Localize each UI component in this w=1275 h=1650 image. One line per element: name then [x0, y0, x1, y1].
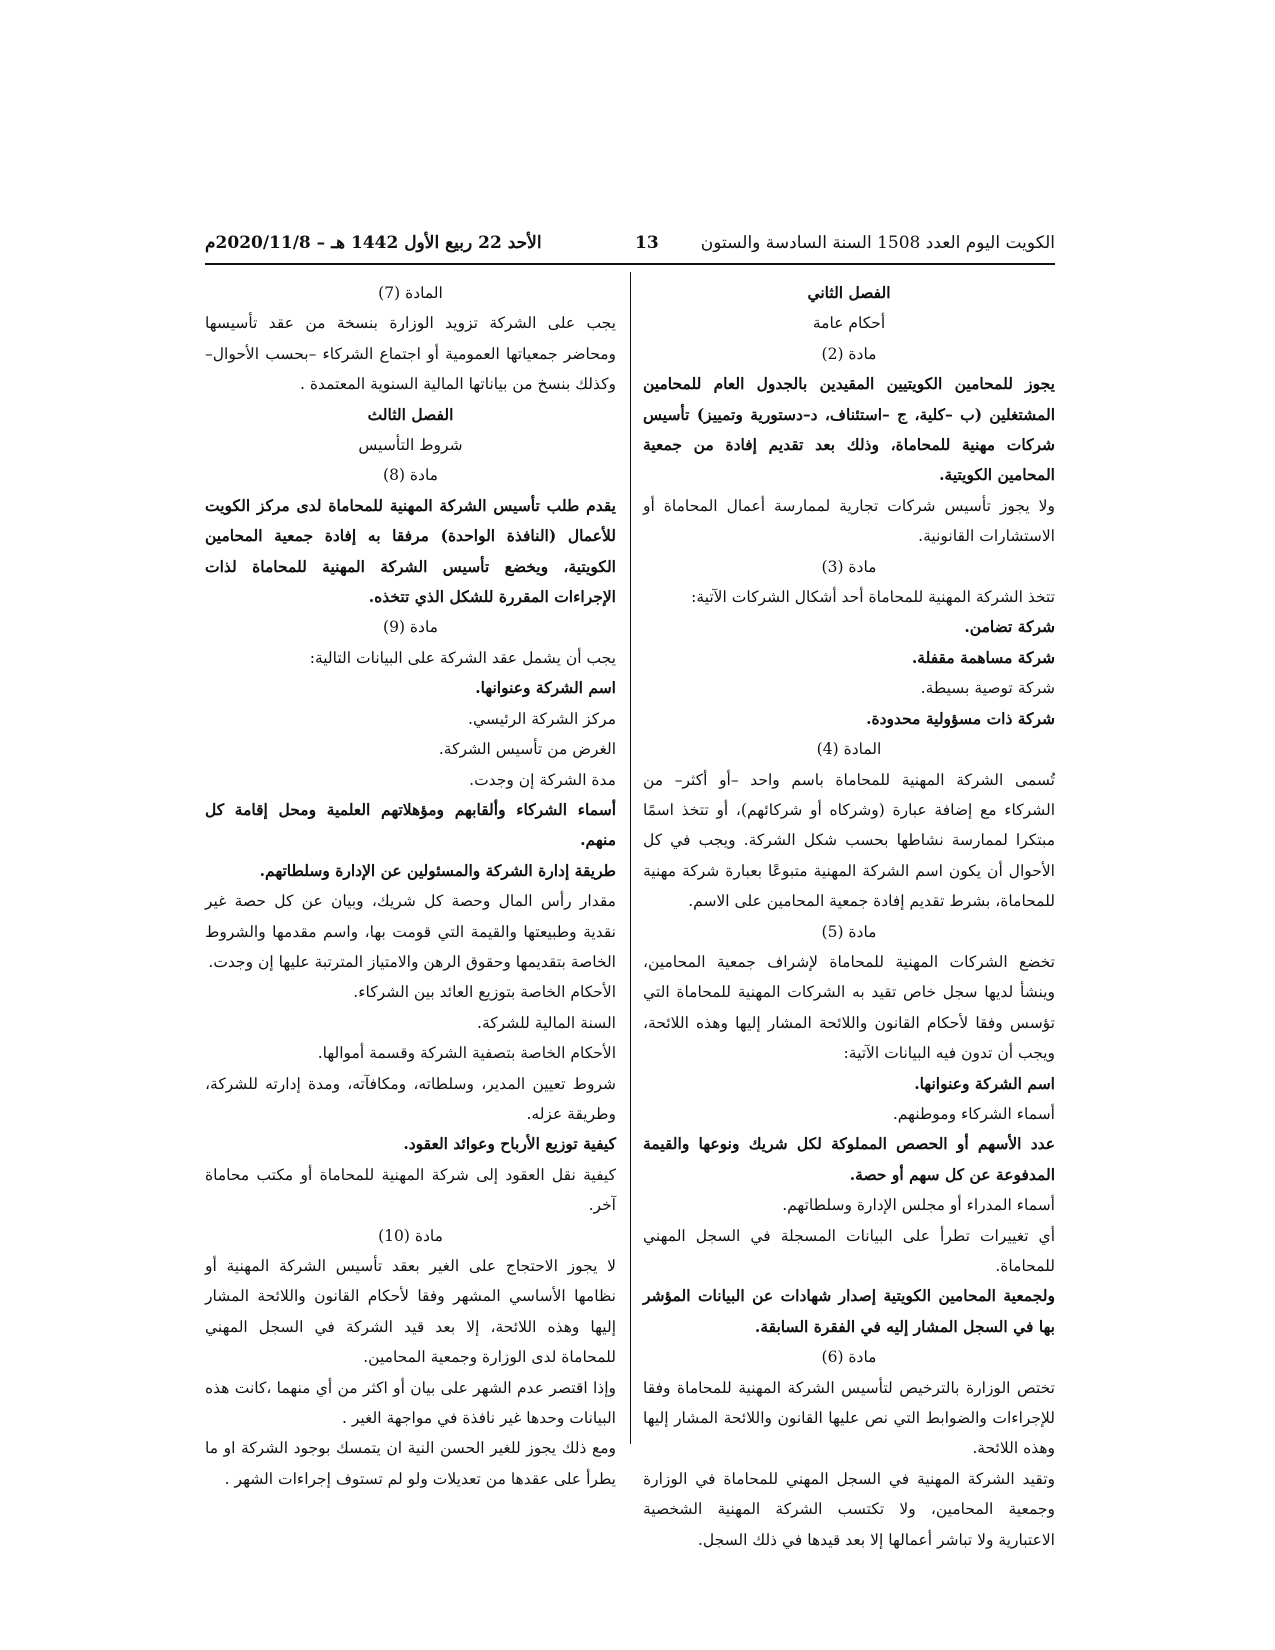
- header-rule: [205, 263, 1055, 265]
- paragraph: مركز الشركة الرئيسي.: [468, 709, 616, 728]
- paragraph: تُسمى الشركة المهنية للمحاماة باسم واحد –أو أكثر– من الشركاء مع إضافة عبارة (وشركاه أو شركائهم)، أو تتخذ اسمًا مبتكرا لممارسة نشاطها بحسب شكل الشركة. ويجب في كل الأحوال أن يكون اسم الشركة المهنية متبوعًا بعبارة شركة مهنية للمحاماة، بشرط تقديم إفادة جمعية المحامين على الاسم.: [643, 770, 1055, 911]
- column-divider: [630, 272, 631, 1444]
- page-header: [205, 233, 1055, 261]
- paragraph: شركة مساهمة مقفلة.: [911, 647, 1055, 667]
- paragraph: أي تغييرات تطرأ على البيانات المسجلة في السجل المهني للمحاماة.: [643, 1226, 1055, 1275]
- paragraph: أسماء المدراء أو مجلس الإدارة وسلطاتهم.: [782, 1196, 1055, 1215]
- paragraph: الأحكام الخاصة بتصفية الشركة وقسمة أموالها.: [317, 1044, 616, 1063]
- paragraph: ولجمعية المحامين الكويتية إصدار شهادات عن البيانات المؤشر بها في السجل المشار إليه في الفقرة السابقة.: [643, 1286, 1055, 1336]
- section-heading: مادة (9): [383, 618, 438, 637]
- paragraph: السنة المالية للشركة.: [477, 1013, 616, 1032]
- page-number: 13: [635, 233, 659, 253]
- paragraph: يجب على الشركة تزويد الوزارة بنسخة من عقد تأسيسها ومحاضر جمعياتها العمومية أو اجتماع الشركاء –بحسب الأحوال– وكذلك بنسخ من بياناتها المالية السنوية المعتمدة .: [205, 314, 616, 394]
- paragraph: يجوز للمحامين الكويتيين المقيدين بالجدول العام للمحامين المشتغلين (ب –كلية، ج –استئناف، د–دستورية وتمييز) تأسيس شركات مهنية للمحاماة، وذلك بعد تقديم إفادة من جمعية المحامين الكويتية.: [643, 374, 1055, 485]
- paragraph: الغرض من تأسيس الشركة.: [438, 740, 616, 759]
- section-heading: مادة (5): [821, 922, 877, 941]
- section-heading: أحكام عامة: [812, 314, 886, 333]
- section-heading: مادة (8): [383, 466, 438, 485]
- paragraph: شركة توصية بسيطة.: [920, 679, 1055, 698]
- paragraph: شركة ذات مسؤولية محدودة.: [866, 708, 1055, 728]
- paragraph: وإذا اقتصر عدم الشهر على بيان أو اكثر من أي منهما ،كانت هذه البيانات وحدها غير نافذة في مواجهة الغير .: [205, 1378, 616, 1428]
- paragraph: يقدم طلب تأسيس الشركة المهنية للمحاماة لدى مركز الكويت للأعمال (النافذة الواحدة) مرفقا به إفادة جمعية المحامين الكويتية، ويخضع تأسيس الشركة المهنية للمحاماة لذات الإجراءات المقررة للشكل الذي تتخذه.: [205, 495, 616, 607]
- section-heading: مادة (2): [821, 344, 877, 363]
- section-heading: مادة (10): [378, 1226, 443, 1245]
- section-heading: المادة (4): [816, 740, 882, 759]
- section-heading: الفصل الثاني: [807, 283, 891, 302]
- paragraph: ومع ذلك يجوز للغير الحسن النية ان يتمسك بوجود الشركة او ما يطرأ على عقدها من تعديلات ولو لم تستوف إجراءات الشهر .: [205, 1439, 616, 1488]
- paragraph: اسم الشركة وعنوانها.: [475, 678, 616, 698]
- paragraph: شروط تعيين المدير، وسلطاته، ومكافآته، ومدة إدارته للشركة، وطريقة عزله.: [205, 1074, 616, 1123]
- header-issue: الكويت اليوم العدد 1508 السنة السادسة والستون: [700, 233, 1055, 253]
- paragraph: لا يجوز الاحتجاج على الغير بعقد تأسيس الشركة المهنية أو نظامها الأساسي المشهر وفقا لأحكام القانون واللائحة المشار إليها وهذه اللائحة، إلا بعد قيد الشركة في السجل المهني للمحاماة لدى الوزارة وجمعية المحامين.: [205, 1257, 616, 1367]
- paragraph: تختص الوزارة بالترخيص لتأسيس الشركة المهنية للمحاماة وفقا للإجراءات والضوابط التي نص عليها القانون واللائحة المشار إليها وهذه اللائحة.: [643, 1378, 1055, 1458]
- paragraph: طريقة إدارة الشركة والمسئولين عن الإدارة وسلطاتهم.: [259, 860, 616, 880]
- paragraph: تتخذ الشركة المهنية للمحاماة أحد أشكال الشركات الآتية:: [691, 588, 1055, 607]
- paragraph: الأحكام الخاصة بتوزيع العائد بين الشركاء.: [353, 983, 616, 1002]
- paragraph: أسماء الشركاء وألقابهم ومؤهلاتهم العلمية ومحل إقامة كل منهم.: [205, 799, 616, 850]
- paragraph: مدة الشركة إن وجدت.: [469, 770, 616, 789]
- paragraph: ولا يجوز تأسيس شركات تجارية لممارسة أعمال المحاماة أو الاستشارات القانونية.: [643, 496, 1055, 546]
- paragraph: وتقيد الشركة المهنية في السجل المهني للمحاماة في الوزارة وجمعية المحامين، ولا تكتسب الشركة المهنية الشخصية الاعتبارية ولا تباشر أعمالها إلا بعد قيدها في ذلك السجل.: [643, 1469, 1055, 1549]
- paragraph: عدد الأسهم أو الحصص المملوكة لكل شريك ونوعها والقيمة المدفوعة عن كل سهم أو حصة.: [643, 1134, 1055, 1184]
- paragraph: تخضع الشركات المهنية للمحاماة لإشراف جمعية المحامين، وينشأ لديها سجل خاص تقيد به الشركات المهنية للمحاماة التي تؤسس وفقا لأحكام القانون واللائحة المشار إليها وهذه اللائحة، ويجب أن تدون فيه البيانات الآتية:: [643, 952, 1055, 1063]
- header-date: الأحد 22 ربيع الأول 1442 هـ – 2020/11/8م: [205, 233, 542, 253]
- right-column: [643, 278, 1055, 1555]
- paragraph: اسم الشركة وعنوانها.: [914, 1073, 1055, 1093]
- section-heading: المادة (7): [378, 284, 443, 302]
- paragraph: يجب أن يشمل عقد الشركة على البيانات التالية:: [309, 648, 616, 667]
- paragraph: كيفية توزيع الأرباح وعوائد العقود.: [403, 1134, 616, 1154]
- section-heading: مادة (6): [821, 1348, 877, 1367]
- paragraph: مقدار رأس المال وحصة كل شريك، وبيان عن كل حصة غير نقدية وطبيعتها والقيمة التي قومت بها، واسم مقدمها والشروط الخاصة بتقديمها وحقوق الرهن والامتياز المترتبة عليها إن وجدت.: [205, 892, 616, 971]
- section-heading: الفصل الثالث: [367, 404, 454, 424]
- paragraph: كيفية نقل العقود إلى شركة المهنية للمحاماة أو مكتب محاماة آخر.: [205, 1165, 616, 1215]
- left-column: [205, 278, 616, 1494]
- paragraph: شركة تضامن.: [964, 617, 1055, 637]
- paragraph: أسماء الشركاء وموطنهم.: [892, 1104, 1055, 1123]
- section-heading: شروط التأسيس: [358, 436, 463, 455]
- section-heading: مادة (3): [821, 557, 877, 576]
